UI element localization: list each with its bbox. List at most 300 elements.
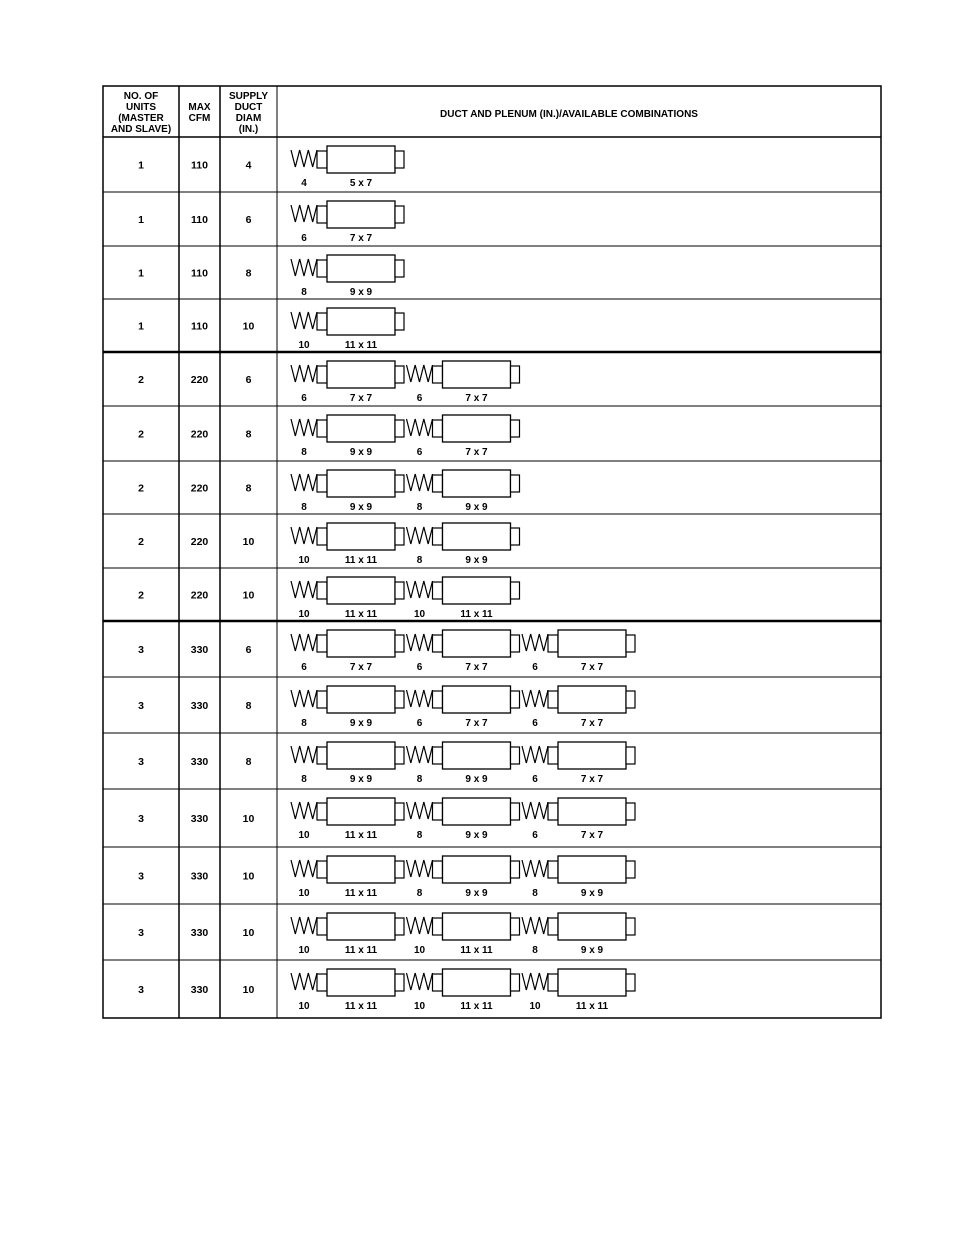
- plenum-end-cap-icon: [626, 747, 635, 764]
- plenum-end-cap-icon: [395, 635, 404, 652]
- max-cfm-cell: 220: [190, 536, 209, 548]
- plenum-size-label: 11 x 11: [344, 888, 378, 899]
- plenum-size-label: 11 x 11: [460, 609, 493, 620]
- flex-duct-icon: [291, 860, 317, 877]
- max-cfm-cell: 330: [190, 984, 209, 996]
- duct-plenum-combination: [291, 577, 404, 620]
- supply-diam-cell: 10: [242, 320, 255, 333]
- plenum-end-cap-icon: [395, 918, 404, 935]
- units-cell: 2: [138, 589, 144, 602]
- duct-collar-icon: [317, 691, 327, 708]
- flex-duct-icon: [407, 973, 433, 990]
- plenum-size-label: 7 x 7: [465, 447, 488, 458]
- duct-collar-icon: [548, 918, 558, 935]
- plenum-end-cap-icon: [511, 582, 520, 599]
- duct-plenum-combination: [407, 969, 520, 1012]
- plenum-box-icon: [327, 470, 395, 497]
- table-row: [138, 308, 404, 351]
- plenum-size-label: 11 x 11: [344, 945, 378, 956]
- plenum-box-icon: [443, 969, 511, 996]
- plenum-box-icon: [327, 798, 395, 825]
- plenum-box-icon: [327, 742, 395, 769]
- plenum-box-icon: [443, 577, 511, 604]
- plenum-box-icon: [443, 470, 511, 497]
- supply-diam-cell: 10: [242, 870, 255, 883]
- duct-plenum-combination: [407, 361, 520, 404]
- duct-diameter-label: 6: [416, 447, 423, 458]
- duct-diameter-label: 6: [532, 774, 538, 785]
- plenum-box-icon: [443, 742, 511, 769]
- plenum-box-icon: [443, 415, 511, 442]
- flex-duct-icon: [407, 860, 433, 877]
- plenum-end-cap-icon: [395, 366, 404, 383]
- plenum-size-label: 9 x 9: [580, 888, 604, 899]
- units-cell: 2: [138, 428, 144, 441]
- plenum-box-icon: [558, 798, 626, 825]
- units-cell: 2: [138, 482, 144, 495]
- plenum-box-icon: [327, 969, 395, 996]
- plenum-size-label: 5 x 7: [349, 178, 373, 189]
- flex-duct-icon: [407, 581, 433, 598]
- duct-diameter-label: 8: [301, 774, 307, 785]
- plenum-size-label: 9 x 9: [465, 502, 488, 513]
- table-row: [138, 742, 635, 785]
- plenum-size-label: 7 x 7: [465, 662, 488, 673]
- duct-collar-icon: [317, 313, 327, 330]
- duct-plenum-combination: [522, 798, 635, 841]
- plenum-size-label: 9 x 9: [465, 774, 488, 785]
- duct-plenum-combination: [291, 523, 404, 566]
- duct-plenum-combination: [407, 523, 520, 566]
- duct-diameter-label: 10: [413, 1001, 426, 1012]
- plenum-end-cap-icon: [395, 803, 404, 820]
- duct-diameter-label: 8: [416, 888, 423, 899]
- plenum-end-cap-icon: [511, 747, 520, 764]
- flex-duct-icon: [522, 917, 548, 934]
- duct-diameter-label: 6: [301, 662, 307, 673]
- flex-duct-icon: [522, 690, 548, 707]
- plenum-size-label: 11 x 11: [344, 555, 378, 566]
- supply-diam-cell: 8: [245, 267, 252, 280]
- duct-collar-icon: [548, 635, 558, 652]
- table-row: [138, 913, 635, 956]
- plenum-box-icon: [558, 913, 626, 940]
- plenum-box-icon: [327, 308, 395, 335]
- plenum-end-cap-icon: [395, 151, 404, 168]
- table-row: [138, 470, 519, 513]
- duct-collar-icon: [433, 475, 443, 492]
- plenum-box-icon: [443, 686, 511, 713]
- duct-diameter-label: 6: [416, 662, 423, 673]
- units-cell: 3: [138, 870, 144, 883]
- plenum-end-cap-icon: [626, 861, 635, 878]
- plenum-size-label: 9 x 9: [349, 502, 373, 513]
- header-units-label: NO. OF: [123, 91, 159, 102]
- plenum-box-icon: [327, 415, 395, 442]
- max-cfm-cell: 330: [190, 927, 209, 939]
- plenum-box-icon: [443, 630, 511, 657]
- flex-duct-icon: [291, 312, 317, 329]
- duct-plenum-combination: [407, 742, 520, 785]
- plenum-size-label: 9 x 9: [465, 830, 488, 841]
- duct-plenum-combination: [291, 686, 404, 729]
- supply-diam-cell: 6: [245, 214, 252, 226]
- header-supply-duct-diam-label: SUPPLY: [228, 91, 269, 102]
- duct-plenum-combination: [291, 146, 404, 189]
- duct-collar-icon: [433, 861, 443, 878]
- flex-duct-icon: [407, 746, 433, 763]
- units-cell: 1: [138, 267, 144, 280]
- flex-duct-icon: [407, 419, 433, 436]
- supply-diam-cell: 8: [245, 482, 252, 495]
- duct-diameter-label: 8: [416, 830, 423, 841]
- flex-duct-icon: [291, 527, 317, 544]
- supply-diam-cell: 6: [245, 644, 252, 656]
- table-header: [111, 91, 698, 135]
- duct-plenum-combination: [522, 630, 635, 673]
- duct-collar-icon: [317, 918, 327, 935]
- supply-diam-cell: 10: [242, 536, 255, 548]
- max-cfm-cell: 330: [190, 700, 209, 712]
- max-cfm-cell: 110: [191, 214, 208, 226]
- duct-collar-icon: [317, 366, 327, 383]
- plenum-end-cap-icon: [511, 803, 520, 820]
- flex-duct-icon: [407, 365, 433, 382]
- plenum-size-label: 7 x 7: [349, 233, 373, 244]
- duct-plenum-combination: [291, 470, 404, 513]
- plenum-box-icon: [327, 361, 395, 388]
- duct-plenum-combination: [291, 798, 404, 841]
- max-cfm-cell: 330: [190, 870, 209, 883]
- duct-diameter-label: 10: [413, 609, 426, 620]
- plenum-box-icon: [558, 742, 626, 769]
- flex-duct-icon: [291, 634, 317, 651]
- duct-collar-icon: [433, 366, 443, 383]
- duct-plenum-combination: [291, 742, 404, 785]
- plenum-end-cap-icon: [511, 918, 520, 935]
- duct-plenum-combination: [407, 630, 520, 673]
- plenum-box-icon: [327, 630, 395, 657]
- plenum-size-label: 9 x 9: [349, 774, 373, 785]
- duct-plenum-combination: [407, 798, 520, 841]
- plenum-size-label: 7 x 7: [580, 718, 604, 729]
- plenum-end-cap-icon: [395, 420, 404, 437]
- duct-collar-icon: [317, 528, 327, 545]
- table-row: [138, 415, 519, 458]
- plenum-end-cap-icon: [511, 366, 520, 383]
- plenum-end-cap-icon: [395, 528, 404, 545]
- units-cell: 3: [138, 813, 144, 825]
- duct-plenum-combination: [291, 856, 404, 899]
- plenum-box-icon: [558, 969, 626, 996]
- duct-collar-icon: [317, 803, 327, 820]
- plenum-end-cap-icon: [626, 803, 635, 820]
- duct-collar-icon: [433, 747, 443, 764]
- supply-diam-cell: 8: [245, 756, 252, 768]
- plenum-size-label: 11 x 11: [460, 945, 493, 956]
- header-max-cfm-label: CFM: [188, 113, 211, 124]
- duct-collar-icon: [317, 974, 327, 991]
- flex-duct-icon: [522, 860, 548, 877]
- duct-plenum-combination: [291, 415, 404, 458]
- plenum-size-label: 7 x 7: [465, 393, 488, 404]
- duct-collar-icon: [317, 151, 327, 168]
- duct-plenum-combination: [407, 415, 520, 458]
- table-row: [138, 630, 635, 673]
- flex-duct-icon: [291, 419, 317, 436]
- plenum-box-icon: [327, 255, 395, 282]
- plenum-end-cap-icon: [395, 747, 404, 764]
- plenum-end-cap-icon: [395, 691, 404, 708]
- plenum-box-icon: [327, 856, 395, 883]
- plenum-end-cap-icon: [511, 420, 520, 437]
- plenum-size-label: 11 x 11: [344, 340, 378, 351]
- supply-diam-cell: 10: [242, 813, 255, 825]
- units-cell: 1: [138, 159, 144, 172]
- duct-collar-icon: [317, 420, 327, 437]
- plenum-end-cap-icon: [511, 691, 520, 708]
- duct-diameter-label: 10: [413, 945, 426, 956]
- table-row: [138, 856, 635, 899]
- plenum-end-cap-icon: [395, 974, 404, 991]
- plenum-end-cap-icon: [395, 475, 404, 492]
- plenum-box-icon: [558, 686, 626, 713]
- plenum-end-cap-icon: [511, 974, 520, 991]
- header-duct-plenum-combinations-label: DUCT AND PLENUM (IN.)/AVAILABLE COMBINATIONS: [440, 109, 698, 120]
- duct-diameter-label: 6: [301, 233, 307, 244]
- duct-collar-icon: [548, 861, 558, 878]
- duct-plenum-combination: [407, 470, 520, 513]
- duct-plenum-combination: [522, 856, 635, 899]
- units-cell: 2: [138, 536, 144, 548]
- duct-collar-icon: [433, 691, 443, 708]
- duct-diameter-label: 10: [298, 945, 310, 956]
- plenum-box-icon: [327, 146, 395, 173]
- max-cfm-cell: 220: [190, 374, 209, 386]
- flex-duct-icon: [291, 581, 317, 598]
- supply-diam-cell: 8: [245, 700, 252, 712]
- units-cell: 3: [138, 644, 144, 656]
- supply-diam-cell: 10: [242, 589, 255, 602]
- flex-duct-icon: [522, 802, 548, 819]
- duct-collar-icon: [433, 803, 443, 820]
- duct-diameter-label: 10: [298, 1001, 310, 1012]
- duct-plenum-combination: [291, 969, 404, 1012]
- duct-diameter-label: 6: [532, 830, 538, 841]
- duct-diameter-label: 8: [301, 718, 307, 729]
- flex-duct-icon: [291, 690, 317, 707]
- plenum-size-label: 7 x 7: [580, 830, 604, 841]
- duct-collar-icon: [548, 974, 558, 991]
- flex-duct-icon: [291, 802, 317, 819]
- plenum-box-icon: [443, 913, 511, 940]
- duct-collar-icon: [433, 974, 443, 991]
- units-cell: 3: [138, 927, 144, 939]
- flex-duct-icon: [407, 802, 433, 819]
- plenum-box-icon: [443, 798, 511, 825]
- plenum-end-cap-icon: [626, 635, 635, 652]
- duct-plenum-combination: [291, 255, 404, 298]
- duct-diameter-label: 6: [301, 393, 307, 404]
- duct-diameter-label: 10: [298, 888, 310, 899]
- duct-collar-icon: [317, 475, 327, 492]
- duct-collar-icon: [317, 861, 327, 878]
- duct-diameter-label: 6: [416, 718, 423, 729]
- duct-diameter-label: 6: [532, 718, 538, 729]
- flex-duct-icon: [407, 690, 433, 707]
- flex-duct-icon: [291, 205, 317, 222]
- duct-plenum-combination: [407, 577, 520, 620]
- duct-collar-icon: [317, 635, 327, 652]
- duct-diameter-label: 8: [301, 287, 307, 298]
- plenum-size-label: 7 x 7: [580, 774, 604, 785]
- plenum-size-label: 7 x 7: [580, 662, 604, 673]
- duct-diameter-label: 10: [298, 609, 310, 620]
- duct-plenum-combination: [407, 686, 520, 729]
- plenum-box-icon: [443, 856, 511, 883]
- plenum-box-icon: [558, 630, 626, 657]
- flex-duct-icon: [522, 973, 548, 990]
- duct-collar-icon: [548, 691, 558, 708]
- plenum-size-label: 11 x 11: [344, 609, 378, 620]
- duct-plenum-combination: [291, 630, 404, 673]
- max-cfm-cell: 220: [190, 428, 209, 441]
- duct-plenum-combination: [522, 742, 635, 785]
- table-row: [138, 255, 404, 298]
- flex-duct-icon: [291, 917, 317, 934]
- duct-collar-icon: [317, 747, 327, 764]
- flex-duct-icon: [291, 746, 317, 763]
- duct-diameter-label: 8: [416, 555, 423, 566]
- max-cfm-cell: 330: [190, 813, 209, 825]
- plenum-size-label: 7 x 7: [465, 718, 488, 729]
- max-cfm-cell: 220: [190, 482, 209, 495]
- plenum-end-cap-icon: [511, 635, 520, 652]
- units-cell: 1: [138, 214, 144, 226]
- table-row: [138, 969, 635, 1012]
- flex-duct-icon: [522, 746, 548, 763]
- duct-diameter-label: 8: [532, 945, 538, 956]
- duct-diameter-label: 8: [532, 888, 538, 899]
- duct-diameter-label: 8: [416, 502, 423, 513]
- header-supply-duct-diam-label: DUCT: [234, 102, 263, 113]
- flex-duct-icon: [291, 150, 317, 167]
- header-max-cfm-label: MAX: [188, 102, 211, 113]
- plenum-box-icon: [327, 201, 395, 228]
- duct-diameter-label: 8: [301, 502, 307, 513]
- plenum-box-icon: [327, 523, 395, 550]
- duct-plenum-combination: [407, 856, 520, 899]
- duct-diameter-label: 6: [416, 393, 423, 404]
- plenum-size-label: 9 x 9: [349, 718, 373, 729]
- duct-diameter-label: 10: [298, 830, 310, 841]
- flex-duct-icon: [407, 527, 433, 544]
- max-cfm-cell: 220: [190, 589, 209, 602]
- duct-diameter-label: 8: [301, 447, 307, 458]
- flex-duct-icon: [291, 474, 317, 491]
- duct-diameter-label: 10: [298, 555, 310, 566]
- plenum-end-cap-icon: [511, 861, 520, 878]
- duct-plenum-combination: [291, 201, 404, 244]
- duct-diameter-label: 10: [298, 340, 310, 351]
- duct-collar-icon: [433, 420, 443, 437]
- plenum-size-label: 11 x 11: [460, 1001, 493, 1012]
- flex-duct-icon: [291, 365, 317, 382]
- supply-diam-cell: 10: [242, 984, 255, 996]
- units-cell: 1: [138, 320, 144, 333]
- plenum-size-label: 11 x 11: [575, 1001, 609, 1012]
- duct-diameter-label: 4: [301, 178, 307, 189]
- supply-diam-cell: 10: [242, 927, 255, 939]
- units-cell: 3: [138, 700, 144, 712]
- table-row: [138, 146, 404, 189]
- table-row: [138, 686, 635, 729]
- flex-duct-icon: [522, 634, 548, 651]
- duct-plenum-combination: [522, 969, 635, 1012]
- duct-diameter-label: 6: [532, 662, 538, 673]
- table-row: [138, 798, 635, 841]
- flex-duct-icon: [407, 634, 433, 651]
- units-cell: 2: [138, 374, 144, 386]
- duct-collar-icon: [433, 528, 443, 545]
- max-cfm-cell: 330: [190, 644, 209, 656]
- plenum-box-icon: [443, 523, 511, 550]
- duct-plenum-combination: [291, 913, 404, 956]
- duct-plenum-combination: [407, 913, 520, 956]
- plenum-end-cap-icon: [511, 475, 520, 492]
- plenum-size-label: 7 x 7: [349, 393, 373, 404]
- flex-duct-icon: [407, 917, 433, 934]
- header-units-label: AND SLAVE): [110, 124, 172, 135]
- duct-plenum-combination: [291, 308, 404, 351]
- plenum-end-cap-icon: [626, 691, 635, 708]
- table-row: [138, 201, 404, 244]
- duct-collar-icon: [317, 582, 327, 599]
- header-units-label: (MASTER: [118, 113, 164, 124]
- plenum-box-icon: [558, 856, 626, 883]
- plenum-end-cap-icon: [626, 918, 635, 935]
- plenum-size-label: 9 x 9: [465, 555, 488, 566]
- supply-diam-cell: 6: [245, 374, 252, 386]
- duct-diameter-label: 8: [416, 774, 423, 785]
- plenum-end-cap-icon: [395, 861, 404, 878]
- table-row: [138, 577, 519, 620]
- table-body: [138, 146, 635, 1012]
- plenum-size-label: 11 x 11: [344, 1001, 378, 1012]
- duct-collar-icon: [433, 582, 443, 599]
- plenum-end-cap-icon: [511, 528, 520, 545]
- plenum-size-label: 11 x 11: [344, 830, 378, 841]
- plenum-end-cap-icon: [395, 582, 404, 599]
- plenum-end-cap-icon: [395, 260, 404, 277]
- plenum-size-label: 9 x 9: [465, 888, 488, 899]
- plenum-box-icon: [443, 361, 511, 388]
- duct-diameter-label: 10: [529, 1001, 541, 1012]
- header-supply-duct-diam-label: (IN.): [238, 124, 259, 135]
- plenum-box-icon: [327, 913, 395, 940]
- flex-duct-icon: [407, 474, 433, 491]
- plenum-size-label: 7 x 7: [349, 662, 373, 673]
- flex-duct-icon: [291, 973, 317, 990]
- max-cfm-cell: 110: [191, 159, 208, 172]
- supply-diam-cell: 8: [245, 428, 252, 441]
- table-row: [138, 523, 519, 566]
- duct-collar-icon: [548, 747, 558, 764]
- plenum-size-label: 9 x 9: [349, 447, 373, 458]
- plenum-size-label: 9 x 9: [580, 945, 604, 956]
- plenum-end-cap-icon: [395, 206, 404, 223]
- plenum-end-cap-icon: [395, 313, 404, 330]
